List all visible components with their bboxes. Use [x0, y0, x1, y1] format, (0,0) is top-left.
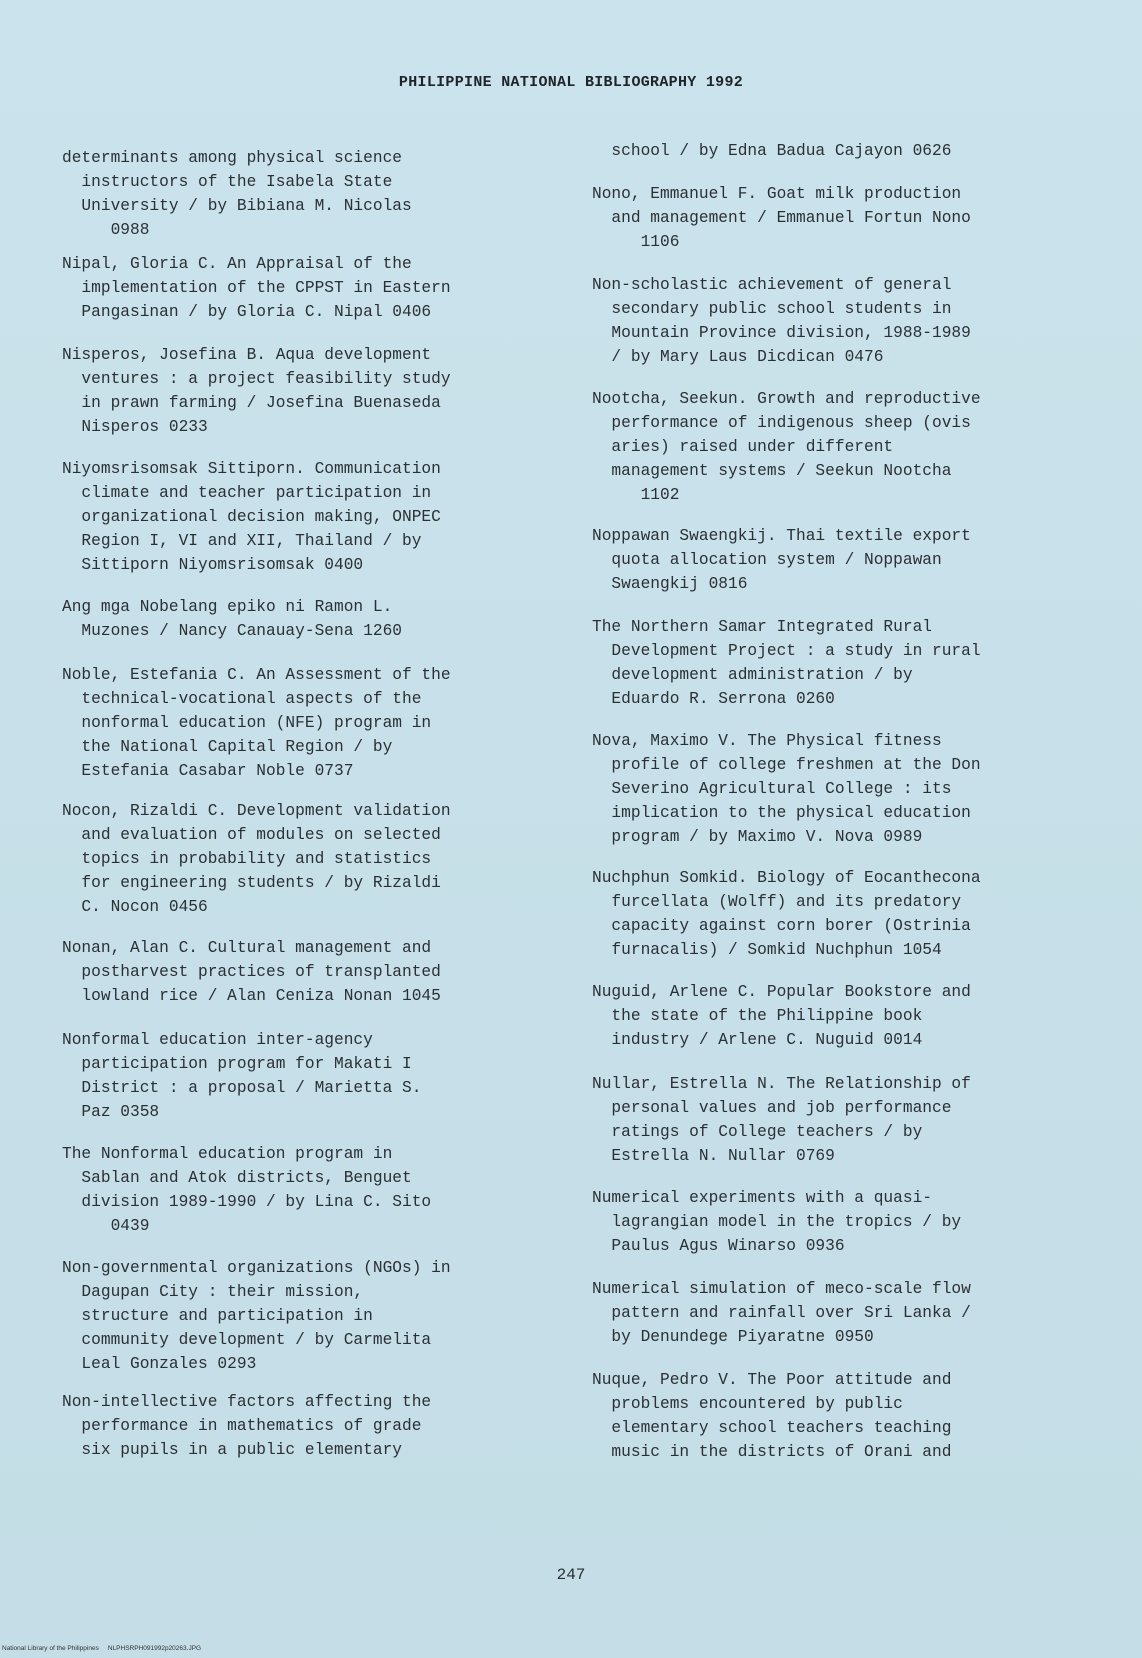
- bibliography-entry: Non-intellective factors affecting the performance in mathematics of grade six pupils in a public elementary: [62, 1393, 432, 1459]
- bibliography-entry: Niyomsrisomsak Sittiporn. Communication climate and teacher participation in organizational decision making, ONPEC Region I, VI and XII, Thailand / by Sittiporn Niyomsrisomsak 0400: [62, 460, 441, 574]
- bibliography-entry: Nuchphun Somkid. Biology of Eocanthecona furcellata (Wolff) and its predatory capacity against corn borer (Ostrinia furnacalis) / Somkid Nuchphun 1054: [592, 869, 981, 959]
- bibliography-entry: Nocon, Rizaldi C. Development validation and evaluation of modules on selected topics in probability and statistics for engineering students / by Rizaldi C. Nocon 0456: [62, 802, 451, 916]
- bibliography-entry: Non-governmental organizations (NGOs) in Dagupan City : their mission, structure and participation in community development / by Carmelita Leal Gonzales 0293: [62, 1259, 451, 1373]
- scan-source-note: National Library of the Philippines NLPHSRPH091992p20263.JPG: [2, 1645, 202, 1652]
- bibliography-entry: Ang mga Nobelang epiko ni Ramon L. Muzones / Nancy Canauay-Sena 1260: [62, 598, 402, 640]
- bibliography-entry: Nono, Emmanuel F. Goat milk production and management / Emmanuel Fortun Nono 1106: [592, 185, 971, 251]
- bibliography-entry: Nipal, Gloria C. An Appraisal of the implementation of the CPPST in Eastern Pangasinan / by Gloria C. Nipal 0406: [62, 255, 451, 321]
- bibliography-entry: Nova, Maximo V. The Physical fitness profile of college freshmen at the Don Severino Agricultural College : its implication to the physical education program / by Maximo V. Nova 0989: [592, 732, 981, 846]
- bibliography-entry: Nonan, Alan C. Cultural management and postharvest practices of transplanted lowland rice / Alan Ceniza Nonan 1045: [62, 939, 441, 1005]
- bibliography-entry: Numerical simulation of meco-scale flow pattern and rainfall over Sri Lanka / by Denundege Piyaratne 0950: [592, 1280, 971, 1346]
- bibliography-entry: Nisperos, Josefina B. Aqua development ventures : a project feasibility study in prawn farming / Josefina Buenaseda Nisperos 0233: [62, 346, 451, 436]
- bibliography-entry: Numerical experiments with a quasi- lagrangian model in the tropics / by Paulus Agus Winarso 0936: [592, 1189, 962, 1255]
- bibliography-entry: Noble, Estefania C. An Assessment of the technical-vocational aspects of the nonformal education (NFE) program in the National Capital Region / by Estefania Casabar Noble 0737: [62, 666, 451, 780]
- bibliography-entry: Nullar, Estrella N. The Relationship of personal values and job performance ratings of College teachers / by Estrella N. Nullar 0769: [592, 1075, 971, 1165]
- bibliography-entry: Nootcha, Seekun. Growth and reproductive performance of indigenous sheep (ovis aries) raised under different management systems / Seekun Nootcha 1102: [592, 390, 981, 504]
- bibliography-entry: Noppawan Swaengkij. Thai textile export quota allocation system / Noppawan Swaengkij 0816: [592, 527, 971, 593]
- page-number: 247: [556, 1566, 586, 1584]
- bibliography-entry: Nuguid, Arlene C. Popular Bookstore and the state of the Philippine book industry / Arlene C. Nuguid 0014: [592, 983, 971, 1049]
- bibliography-entry: The Northern Samar Integrated Rural Development Project : a study in rural development administration / by Eduardo R. Serrona 0260: [592, 618, 981, 708]
- bibliography-entry: Nuque, Pedro V. The Poor attitude and problems encountered by public elementary school teachers teaching music in the districts of Orani and: [592, 1371, 952, 1461]
- bibliography-entry: school / by Edna Badua Cajayon 0626: [592, 142, 952, 160]
- bibliography-entry: determinants among physical science instructors of the Isabela State University / by Bibiana M. Nicolas 0988: [62, 149, 412, 239]
- bibliography-entry: Nonformal education inter-agency participation program for Makati I District : a proposal / Marietta S. Paz 0358: [62, 1031, 422, 1121]
- bibliography-entry: The Nonformal education program in Sablan and Atok districts, Benguet division 1989-1990 / by Lina C. Sito 0439: [62, 1145, 432, 1235]
- page-header: PHILIPPINE NATIONAL BIBLIOGRAPHY 1992: [398, 74, 744, 91]
- bibliography-entry: Non-scholastic achievement of general secondary public school students in Mountain Province division, 1988-1989 / by Mary Laus Dicdican 0476: [592, 276, 971, 366]
